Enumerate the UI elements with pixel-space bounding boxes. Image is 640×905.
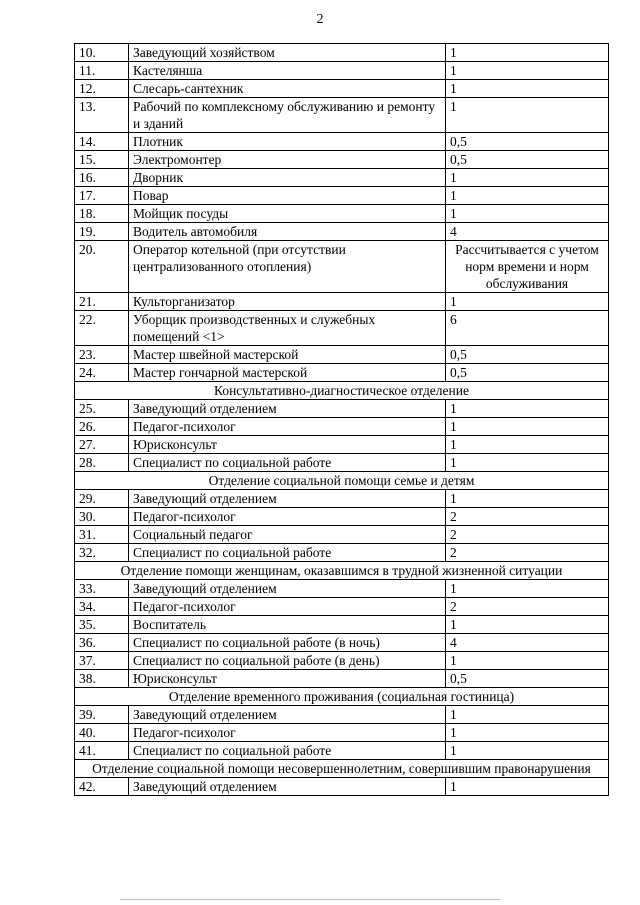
section-header-row bbox=[75, 760, 609, 778]
table-row bbox=[75, 187, 609, 205]
position-name: Педагог-психолог bbox=[129, 418, 446, 436]
table-row bbox=[75, 151, 609, 169]
position-name: Уборщик производственных и служебных помещений <1> bbox=[129, 311, 446, 346]
table-row bbox=[75, 169, 609, 187]
table-row bbox=[75, 346, 609, 364]
row-number: 11. bbox=[75, 62, 129, 80]
row-number: 21. bbox=[75, 293, 129, 311]
section-title: Отделение социальной помощи семье и детям bbox=[75, 472, 609, 490]
staff-count: 1 bbox=[446, 169, 609, 187]
staff-count: 1 bbox=[446, 616, 609, 634]
position-name: Специалист по социальной работе (в ночь) bbox=[129, 634, 446, 652]
staff-count: 1 bbox=[446, 454, 609, 472]
row-number: 39. bbox=[75, 706, 129, 724]
staffing-table-body bbox=[75, 44, 609, 796]
position-name: Социальный педагог bbox=[129, 526, 446, 544]
position-name: Педагог-психолог bbox=[129, 598, 446, 616]
row-number: 28. bbox=[75, 454, 129, 472]
section-title: Консультативно-диагностическое отделение bbox=[75, 382, 609, 400]
position-name: Заведующий хозяйством bbox=[129, 44, 446, 62]
row-number: 20. bbox=[75, 241, 129, 293]
table-row bbox=[75, 364, 609, 382]
position-name: Электромонтер bbox=[129, 151, 446, 169]
row-number: 15. bbox=[75, 151, 129, 169]
row-number: 12. bbox=[75, 80, 129, 98]
position-name: Мойщик посуды bbox=[129, 205, 446, 223]
position-name: Заведующий отделением bbox=[129, 706, 446, 724]
section-header-row bbox=[75, 688, 609, 706]
position-name: Педагог-психолог bbox=[129, 508, 446, 526]
position-name: Дворник bbox=[129, 169, 446, 187]
row-number: 19. bbox=[75, 223, 129, 241]
staff-count: 1 bbox=[446, 580, 609, 598]
table-row bbox=[75, 652, 609, 670]
staff-count: 1 bbox=[446, 742, 609, 760]
row-number: 32. bbox=[75, 544, 129, 562]
position-name: Заведующий отделением bbox=[129, 490, 446, 508]
page-bottom-rule bbox=[120, 899, 500, 900]
staff-count: 0,5 bbox=[446, 670, 609, 688]
table-row bbox=[75, 778, 609, 796]
staff-count: 0,5 bbox=[446, 346, 609, 364]
row-number: 41. bbox=[75, 742, 129, 760]
table-row bbox=[75, 98, 609, 133]
position-name: Оператор котельной (при отсутствии централизованного отопления) bbox=[129, 241, 446, 293]
staff-count: 4 bbox=[446, 223, 609, 241]
page-number: 2 bbox=[316, 12, 324, 27]
staff-count: 1 bbox=[446, 490, 609, 508]
table-row bbox=[75, 133, 609, 151]
staff-count: 6 bbox=[446, 311, 609, 346]
table-row bbox=[75, 293, 609, 311]
staff-count: 2 bbox=[446, 544, 609, 562]
position-name: Повар bbox=[129, 187, 446, 205]
table-row bbox=[75, 80, 609, 98]
section-header-row bbox=[75, 382, 609, 400]
row-number: 36. bbox=[75, 634, 129, 652]
table-row bbox=[75, 62, 609, 80]
row-number: 26. bbox=[75, 418, 129, 436]
staff-count: 1 bbox=[446, 44, 609, 62]
staff-count: 1 bbox=[446, 778, 609, 796]
table-row bbox=[75, 580, 609, 598]
staff-count: 0,5 bbox=[446, 364, 609, 382]
staff-count: 0,5 bbox=[446, 133, 609, 151]
section-title: Отделение социальной помощи несовершеннолетним, совершившим правонарушения bbox=[75, 760, 609, 778]
table-row bbox=[75, 742, 609, 760]
position-name: Юрисконсульт bbox=[129, 670, 446, 688]
staff-count: 1 bbox=[446, 62, 609, 80]
row-number: 40. bbox=[75, 724, 129, 742]
position-name: Специалист по социальной работе (в день) bbox=[129, 652, 446, 670]
table-row bbox=[75, 44, 609, 62]
position-name: Мастер швейной мастерской bbox=[129, 346, 446, 364]
table-row bbox=[75, 598, 609, 616]
staff-count: 1 bbox=[446, 187, 609, 205]
row-number: 17. bbox=[75, 187, 129, 205]
row-number: 31. bbox=[75, 526, 129, 544]
position-name: Педагог-психолог bbox=[129, 724, 446, 742]
staff-count: 1 bbox=[446, 706, 609, 724]
staff-count: 1 bbox=[446, 98, 609, 133]
row-number: 37. bbox=[75, 652, 129, 670]
section-header-row bbox=[75, 472, 609, 490]
table-row bbox=[75, 616, 609, 634]
position-name: Воспитатель bbox=[129, 616, 446, 634]
table-row bbox=[75, 418, 609, 436]
position-name: Рабочий по комплексному обслуживанию и ремонту и зданий bbox=[129, 98, 446, 133]
position-name: Водитель автомобиля bbox=[129, 223, 446, 241]
row-number: 18. bbox=[75, 205, 129, 223]
position-name: Слесарь-сантехник bbox=[129, 80, 446, 98]
row-number: 10. bbox=[75, 44, 129, 62]
row-number: 34. bbox=[75, 598, 129, 616]
staff-count: 1 bbox=[446, 724, 609, 742]
table-row bbox=[75, 223, 609, 241]
staff-count: 1 bbox=[446, 436, 609, 454]
position-name: Юрисконсульт bbox=[129, 436, 446, 454]
position-name: Заведующий отделением bbox=[129, 778, 446, 796]
position-name: Кастелянша bbox=[129, 62, 446, 80]
staff-count: 1 bbox=[446, 418, 609, 436]
staff-count: 2 bbox=[446, 508, 609, 526]
staff-count: 2 bbox=[446, 598, 609, 616]
row-number: 42. bbox=[75, 778, 129, 796]
row-number: 25. bbox=[75, 400, 129, 418]
position-name: Культорганизатор bbox=[129, 293, 446, 311]
row-number: 35. bbox=[75, 616, 129, 634]
table-row bbox=[75, 454, 609, 472]
staff-count: 1 bbox=[446, 652, 609, 670]
row-number: 16. bbox=[75, 169, 129, 187]
staff-count: 1 bbox=[446, 205, 609, 223]
table-row bbox=[75, 400, 609, 418]
position-name: Специалист по социальной работе bbox=[129, 544, 446, 562]
row-number: 27. bbox=[75, 436, 129, 454]
position-name: Специалист по социальной работе bbox=[129, 742, 446, 760]
row-number: 23. bbox=[75, 346, 129, 364]
section-title: Отделение помощи женщинам, оказавшимся в трудной жизненной ситуации bbox=[75, 562, 609, 580]
row-number: 29. bbox=[75, 490, 129, 508]
row-number: 14. bbox=[75, 133, 129, 151]
table-row bbox=[75, 706, 609, 724]
staff-count: 0,5 bbox=[446, 151, 609, 169]
table-row bbox=[75, 634, 609, 652]
row-number: 33. bbox=[75, 580, 129, 598]
row-number: 24. bbox=[75, 364, 129, 382]
row-number: 38. bbox=[75, 670, 129, 688]
table-row bbox=[75, 436, 609, 454]
position-name: Плотник bbox=[129, 133, 446, 151]
position-name: Заведующий отделением bbox=[129, 580, 446, 598]
table-row bbox=[75, 526, 609, 544]
row-number: 30. bbox=[75, 508, 129, 526]
table-row bbox=[75, 508, 609, 526]
section-header-row bbox=[75, 562, 609, 580]
table-row bbox=[75, 724, 609, 742]
table-row bbox=[75, 241, 609, 293]
position-name: Заведующий отделением bbox=[129, 400, 446, 418]
table-row bbox=[75, 670, 609, 688]
table-row bbox=[75, 311, 609, 346]
staffing-table bbox=[74, 43, 609, 796]
table-row bbox=[75, 490, 609, 508]
position-name: Специалист по социальной работе bbox=[129, 454, 446, 472]
row-number: 22. bbox=[75, 311, 129, 346]
staff-count: 1 bbox=[446, 80, 609, 98]
section-title: Отделение временного проживания (социальная гостиница) bbox=[75, 688, 609, 706]
table-row bbox=[75, 544, 609, 562]
staff-count: 1 bbox=[446, 293, 609, 311]
position-name: Мастер гончарной мастерской bbox=[129, 364, 446, 382]
staff-count: Рассчитывается с учетом норм времени и норм обслуживания bbox=[446, 241, 609, 293]
row-number: 13. bbox=[75, 98, 129, 133]
staff-count: 1 bbox=[446, 400, 609, 418]
staff-count: 4 bbox=[446, 634, 609, 652]
table-row bbox=[75, 205, 609, 223]
staff-count: 2 bbox=[446, 526, 609, 544]
